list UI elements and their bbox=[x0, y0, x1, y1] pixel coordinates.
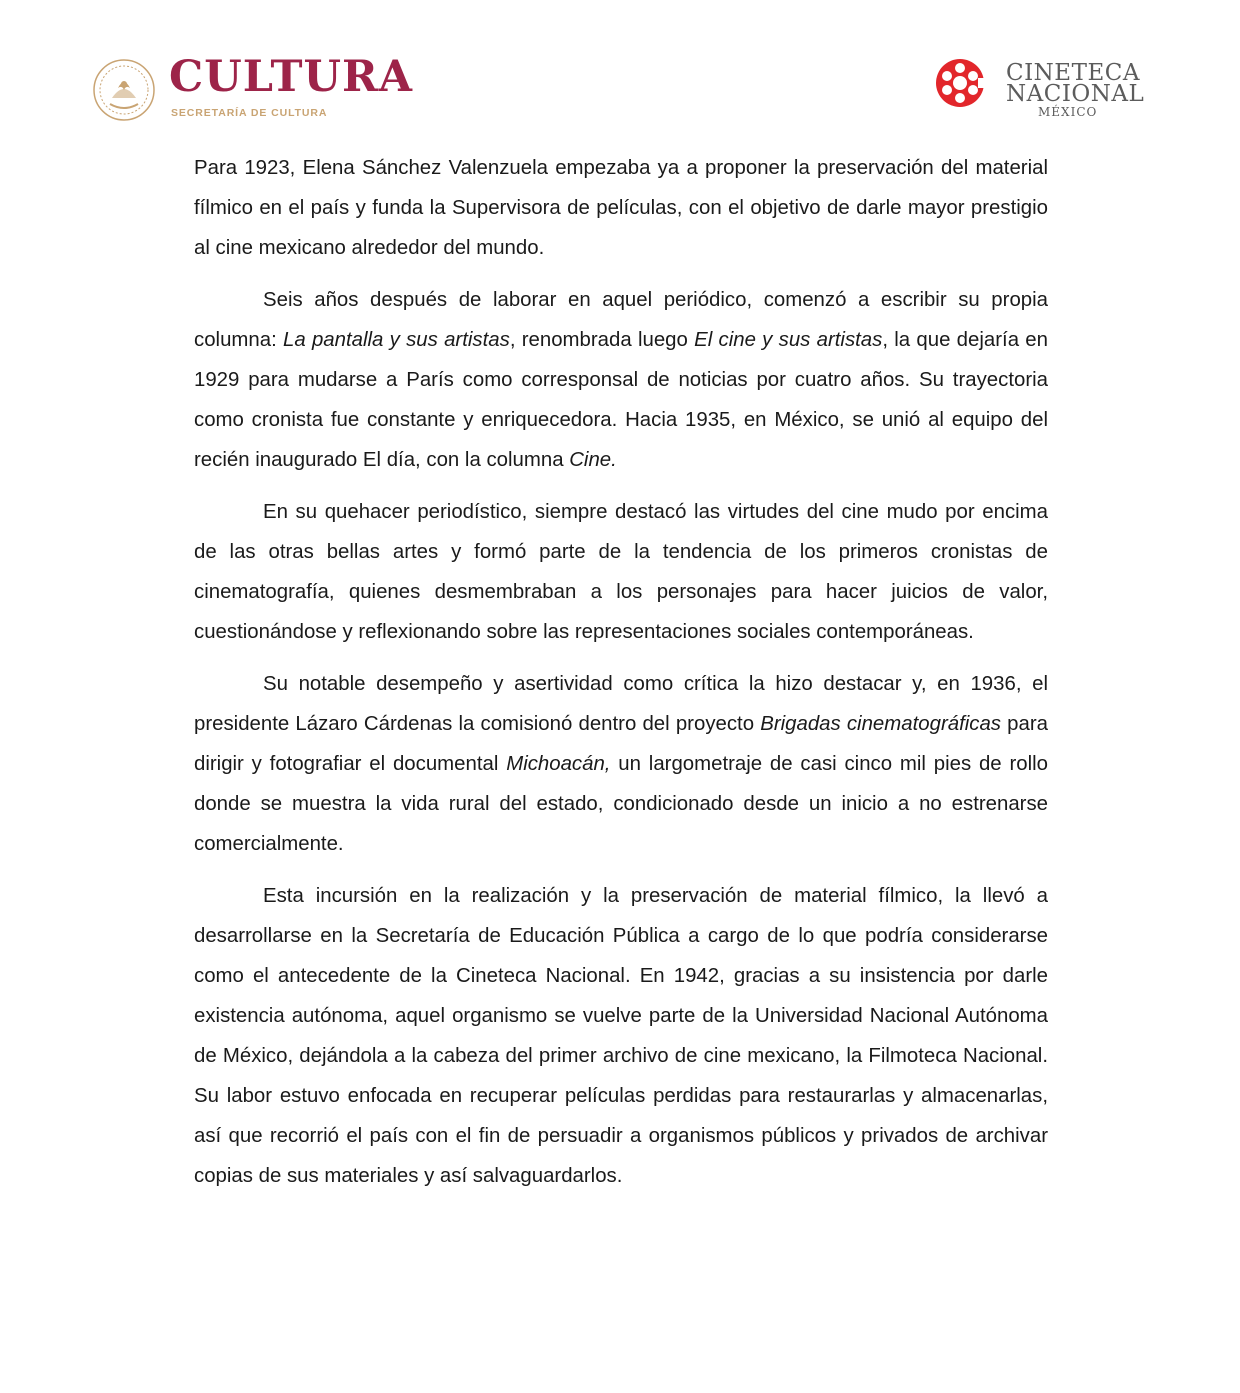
paragraph-2-text: , la que dejaría en 1929 para mudarse a París como corresponsal de noticias por cuatro años. Su trayectoria como cronista fue constante y enriquecedora. Hacia 1935, en México, se unió al equipo del recién inaugurado El día, con la columna bbox=[194, 329, 1048, 471]
cineteca-line-1: CINETECA bbox=[1006, 60, 1140, 86]
document-body bbox=[194, 148, 1048, 1208]
paragraph-2 bbox=[194, 280, 1048, 480]
project-title: Brigadas cinematográficas bbox=[760, 713, 1001, 735]
paragraph-1 bbox=[194, 148, 1048, 268]
mexican-seal-icon bbox=[92, 58, 156, 122]
documentary-title: Michoacán, bbox=[506, 753, 611, 775]
film-reel-icon bbox=[934, 56, 990, 110]
cineteca-logo bbox=[934, 56, 1164, 120]
column-title-3: Cine. bbox=[569, 449, 617, 471]
paragraph-4-text: para dirigir y fotografiar el documental bbox=[194, 713, 1048, 775]
cultura-logo bbox=[92, 52, 422, 132]
paragraph-5 bbox=[194, 876, 1048, 1196]
paragraph-4-text: Su notable desempeño y asertividad como crítica la hizo destacar y, en 1936, el presidente Lázaro Cárdenas la comisionó dentro del proyecto bbox=[194, 673, 1048, 735]
column-title-1: La pantalla y sus artistas bbox=[283, 329, 510, 351]
cultura-subtitle: SECRETARÍA DE CULTURA bbox=[171, 107, 328, 119]
paragraph-2-text: , renombrada luego bbox=[509, 329, 695, 351]
paragraph-1-text: Para 1923, Elena Sánchez Valenzuela empezaba ya a proponer la preservación del material fílmico en el país y funda la Supervisora de películas, con el objetivo de darle mayor prestigio al cine mexicano alrededor del mundo. bbox=[194, 157, 1048, 259]
paragraph-4-text: un largometraje de casi cinco mil pies de rollo donde se muestra la vida rural del estado, condicionado desde un inicio a no estrenarse comercialmente. bbox=[194, 753, 1048, 855]
page-header bbox=[0, 0, 1240, 140]
paragraph-3 bbox=[194, 492, 1048, 652]
paragraph-4 bbox=[194, 664, 1048, 864]
cineteca-line-3: MÉXICO bbox=[1038, 105, 1098, 119]
cineteca-line-2: NACIONAL bbox=[1006, 81, 1145, 107]
paragraph-5-text: Esta incursión en la realización y la preservación de material fílmico, la llevó a desarrollarse en la Secretaría de Educación Pública a cargo de lo que podría considerarse como el antecedente de la Cineteca Nacional. En 1942, gracias a su insistencia por darle existencia autónoma, aquel organismo se vuelve parte de la Universidad Nacional Autónoma de México, dejándola a la cabeza del primer archivo de cine mexicano, la Filmoteca Nacional. Su labor estuvo enfocada en recuperar películas perdidas para restaurarlas y almacenarlas, así que recorrió el país con el fin de persuadir a organismos públicos y privados de archivar copias de sus materiales y así salvaguardarlos. bbox=[194, 885, 1048, 1187]
cultura-wordmark: CULTURA bbox=[169, 52, 414, 102]
column-title-2: El cine y sus artistas bbox=[694, 329, 883, 351]
paragraph-2-text: Seis años después de laborar en aquel periódico, comenzó a escribir su propia columna: bbox=[194, 289, 1048, 351]
paragraph-3-text: En su quehacer periodístico, siempre destacó las virtudes del cine mudo por encima de las otras bellas artes y formó parte de la tendencia de los primeros cronistas de cinematografía, quienes desmembraban a los personajes para hacer juicios de valor, cuestionándose y reflexionando sobre las representaciones sociales contemporáneas. bbox=[194, 501, 1048, 643]
